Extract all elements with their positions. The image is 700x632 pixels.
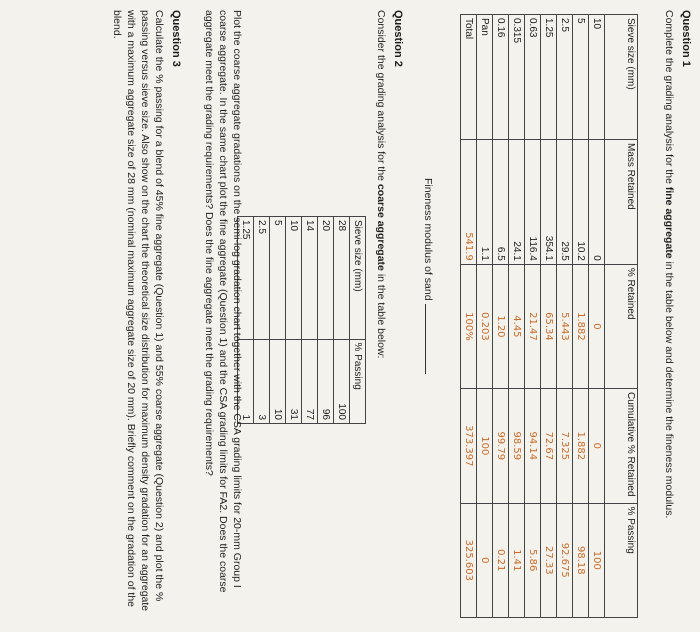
mass-retained-cell: 6.5 xyxy=(493,140,509,265)
table-row xyxy=(493,15,509,618)
mass-retained-cell: 116.4 xyxy=(525,140,541,265)
table-row xyxy=(302,217,318,424)
q3-title: Question 3 xyxy=(170,10,182,67)
header-mass-retained: Mass Retained xyxy=(605,140,638,265)
percent-retained-cell: 0.203 xyxy=(477,264,493,388)
fineness-modulus-blank xyxy=(425,304,435,374)
fineness-modulus-line: Fineness modulus of sand xyxy=(421,178,435,374)
cumulative-retained-cell: 72.67 xyxy=(541,389,557,504)
table-row xyxy=(525,15,541,618)
percent-passing-cell: 100 xyxy=(589,503,605,617)
sieve-cell: 5 xyxy=(270,217,286,340)
sieve-cell: 28 xyxy=(334,217,350,340)
mass-retained-cell: 24.1 xyxy=(509,140,525,265)
sieve-cell: Pan xyxy=(477,15,493,140)
mass-retained-cell: 354.1 xyxy=(541,140,557,265)
table-row xyxy=(541,15,557,618)
table-row xyxy=(318,217,334,424)
header-percent-passing: % Passing xyxy=(350,339,366,423)
percent-passing-cell: 5.86 xyxy=(525,503,541,617)
header-percent-passing: % Passing xyxy=(605,503,638,617)
table-header-row xyxy=(605,15,638,618)
sieve-cell: 5 xyxy=(573,15,589,140)
q2-intro: Consider the grading analysis for the coarse aggregate in the table below: xyxy=(375,10,387,359)
percent-retained-cell: 100% xyxy=(461,264,477,388)
table-row xyxy=(270,217,286,424)
table-row xyxy=(573,15,589,618)
percent-passing-cell: 31 xyxy=(286,339,302,423)
percent-retained-cell: 21.47 xyxy=(525,264,541,388)
table-row xyxy=(334,217,350,424)
table-row xyxy=(509,15,525,618)
q3-paragraph: Calculate the % passing for a blend of 45% fine aggregate (Question 1) and 55% coarse aggregate (Question 2) and plot the % passing versus sieve size. Also show on the chart the theoretical size distribution for maximum density gradation for an aggregate with a maximum aggregate size of 28 mm (nominal maximum aggregate size of 20 mm). Briefly comment on the gradation of the blend. xyxy=(111,10,165,612)
header-cumulative-retained: Cumulative % Retained xyxy=(605,389,638,504)
sieve-cell: 1.25 xyxy=(238,217,254,340)
percent-passing-cell: 96 xyxy=(318,339,334,423)
percent-retained-cell: 4.45 xyxy=(509,264,525,388)
cumulative-retained-cell: 98.59 xyxy=(509,389,525,504)
percent-retained-cell: 0 xyxy=(589,264,605,388)
cumulative-retained-cell: 7.325 xyxy=(557,389,573,504)
percent-passing-cell: 98.18 xyxy=(573,503,589,617)
cumulative-retained-cell: 373.397 xyxy=(461,389,477,504)
sieve-cell: 2.5 xyxy=(557,15,573,140)
percent-passing-cell: 1 xyxy=(238,339,254,423)
percent-retained-cell: 65.34 xyxy=(541,264,557,388)
mass-retained-cell: 29.5 xyxy=(557,140,573,265)
table-row xyxy=(589,15,605,618)
sieve-cell: 20 xyxy=(318,217,334,340)
percent-passing-cell: 0.21 xyxy=(493,503,509,617)
cumulative-retained-cell: 1.882 xyxy=(573,389,589,504)
sieve-cell: 2.5 xyxy=(254,217,270,340)
percent-passing-cell: 3 xyxy=(254,339,270,423)
cumulative-retained-cell: 100 xyxy=(477,389,493,504)
q2-title: Question 2 xyxy=(392,10,404,67)
q2-paragraph: Plot the coarse aggregate gradations on the semi-log gradation chart together with the CSA grading limits for 20-mm Group I coarse aggregate. In the same chart plot the fine aggregate (Question 1) and the CSA grading limits for FA2. Does the coarse aggregate meet the grading requirements? Does the fine aggregate meet the grading requirements? xyxy=(203,10,243,593)
percent-passing-cell: 27.33 xyxy=(541,503,557,617)
percent-passing-cell: 1.41 xyxy=(509,503,525,617)
percent-retained-cell: 5.443 xyxy=(557,264,573,388)
percent-retained-cell: 1.882 xyxy=(573,264,589,388)
mass-retained-cell: 0 xyxy=(589,140,605,265)
mass-retained-cell: 10.2 xyxy=(573,140,589,265)
sieve-cell: 14 xyxy=(302,217,318,340)
table-row xyxy=(286,217,302,424)
cumulative-retained-cell: 0 xyxy=(589,389,605,504)
percent-retained-cell: 1.20 xyxy=(493,264,509,388)
coarse-aggregate-table xyxy=(237,216,366,424)
table-row xyxy=(477,15,493,618)
table-row xyxy=(254,217,270,424)
table-header-row xyxy=(350,217,366,424)
sieve-cell: 0.16 xyxy=(493,15,509,140)
q1-intro: Complete the grading analysis for the fine aggregate in the table below and determine the fineness modulus. xyxy=(663,10,675,519)
header-percent-retained: % Retained xyxy=(605,264,638,388)
header-sieve-size: Sieve size (mm) xyxy=(605,15,638,140)
table-row xyxy=(557,15,573,618)
cumulative-retained-cell: 99.79 xyxy=(493,389,509,504)
fine-aggregate-table xyxy=(460,14,638,618)
q1-title: Question 1 xyxy=(680,10,692,67)
header-sieve-size: Sieve size (mm) xyxy=(350,217,366,340)
percent-passing-cell: 100 xyxy=(334,339,350,423)
percent-passing-cell: 325.603 xyxy=(461,503,477,617)
sieve-cell: 10 xyxy=(286,217,302,340)
sieve-cell: 10 xyxy=(589,15,605,140)
percent-passing-cell: 10 xyxy=(270,339,286,423)
percent-passing-cell: 0 xyxy=(477,503,493,617)
mass-retained-cell: 1.1 xyxy=(477,140,493,265)
sieve-cell: 0.315 xyxy=(509,15,525,140)
mass-retained-cell: 541.9 xyxy=(461,140,477,265)
table-row xyxy=(461,15,477,618)
cumulative-retained-cell: 94.14 xyxy=(525,389,541,504)
sieve-cell: 1.25 xyxy=(541,15,557,140)
percent-passing-cell: 92.675 xyxy=(557,503,573,617)
percent-passing-cell: 77 xyxy=(302,339,318,423)
sieve-cell: Total xyxy=(461,15,477,140)
sieve-cell: 0.63 xyxy=(525,15,541,140)
